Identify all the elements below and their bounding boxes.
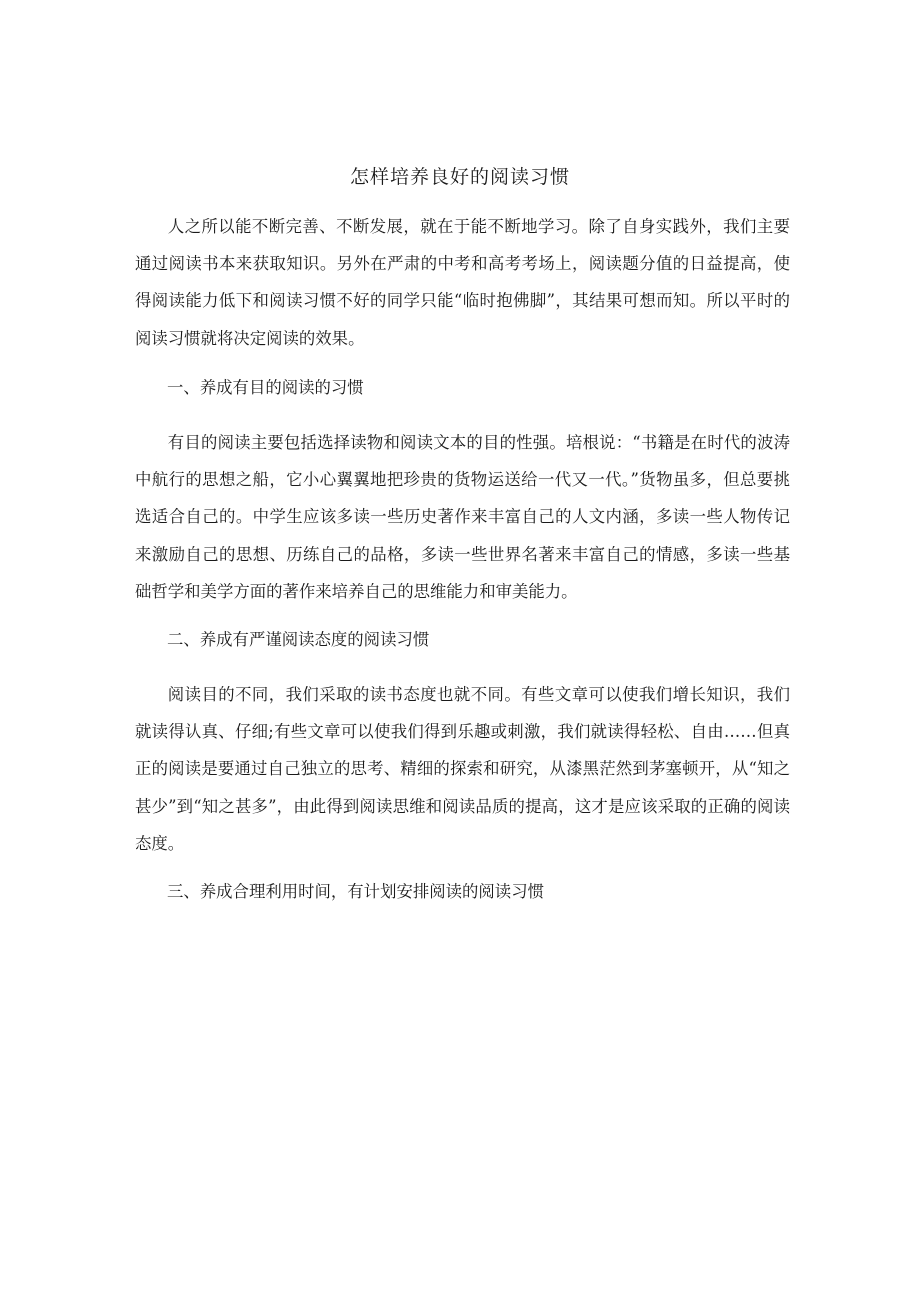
- section-heading-1: 一、养成有目的阅读的习惯: [167, 378, 364, 397]
- document-title: 怎样培养良好的阅读习惯: [349, 166, 570, 188]
- intro-paragraph: 人之所以能不断完善、不断发展，就在于能不断地学习。除了自身实践外，我们主要通过阅读书本来获取知识。另外在严肃的中考和高考考场上，阅读题分值的日益提高，使得阅读能力低下和阅读习惯不好的同学只能“临时抱佛脚”，其结果可想而知。所以平时的阅读习惯就将决定阅读的效果。: [135, 217, 790, 348]
- section-heading-3: 三、养成合理利用时间，有计划安排阅读的阅读习惯: [167, 882, 544, 901]
- section-heading-2: 二、养成有严谨阅读态度的阅读习惯: [167, 630, 430, 649]
- section-body-1: 有目的阅读主要包括选择读物和阅读文本的目的性强。培根说：“书籍是在时代的波涛中航行的思想之船，它小心翼翼地把珍贵的货物运送给一代又一代。”货物虽多，但总要挑选适合自己的。中学生应该多读一些历史著作来丰富自己的人文内涵，多读一些人物传记来激励自己的思想、历练自己的品格，多读一些世界名著来丰富自己的情感，多读一些基础哲学和美学方面的著作来培养自己的思维能力和审美能力。: [135, 433, 790, 601]
- section-body-2: 阅读目的不同，我们采取的读书态度也就不同。有些文章可以使我们增长知识，我们就读得认真、仔细;有些文章可以使我们得到乐趣或刺激，我们就读得轻松、自由……但真正的阅读是要通过自己独立的思考、精细的探索和研究，从漆黑茫然到茅塞顿开，从“知之甚少”到“知之甚多”，由此得到阅读思维和阅读品质的提高，这才是应该采取的正确的阅读态度。: [135, 685, 790, 853]
